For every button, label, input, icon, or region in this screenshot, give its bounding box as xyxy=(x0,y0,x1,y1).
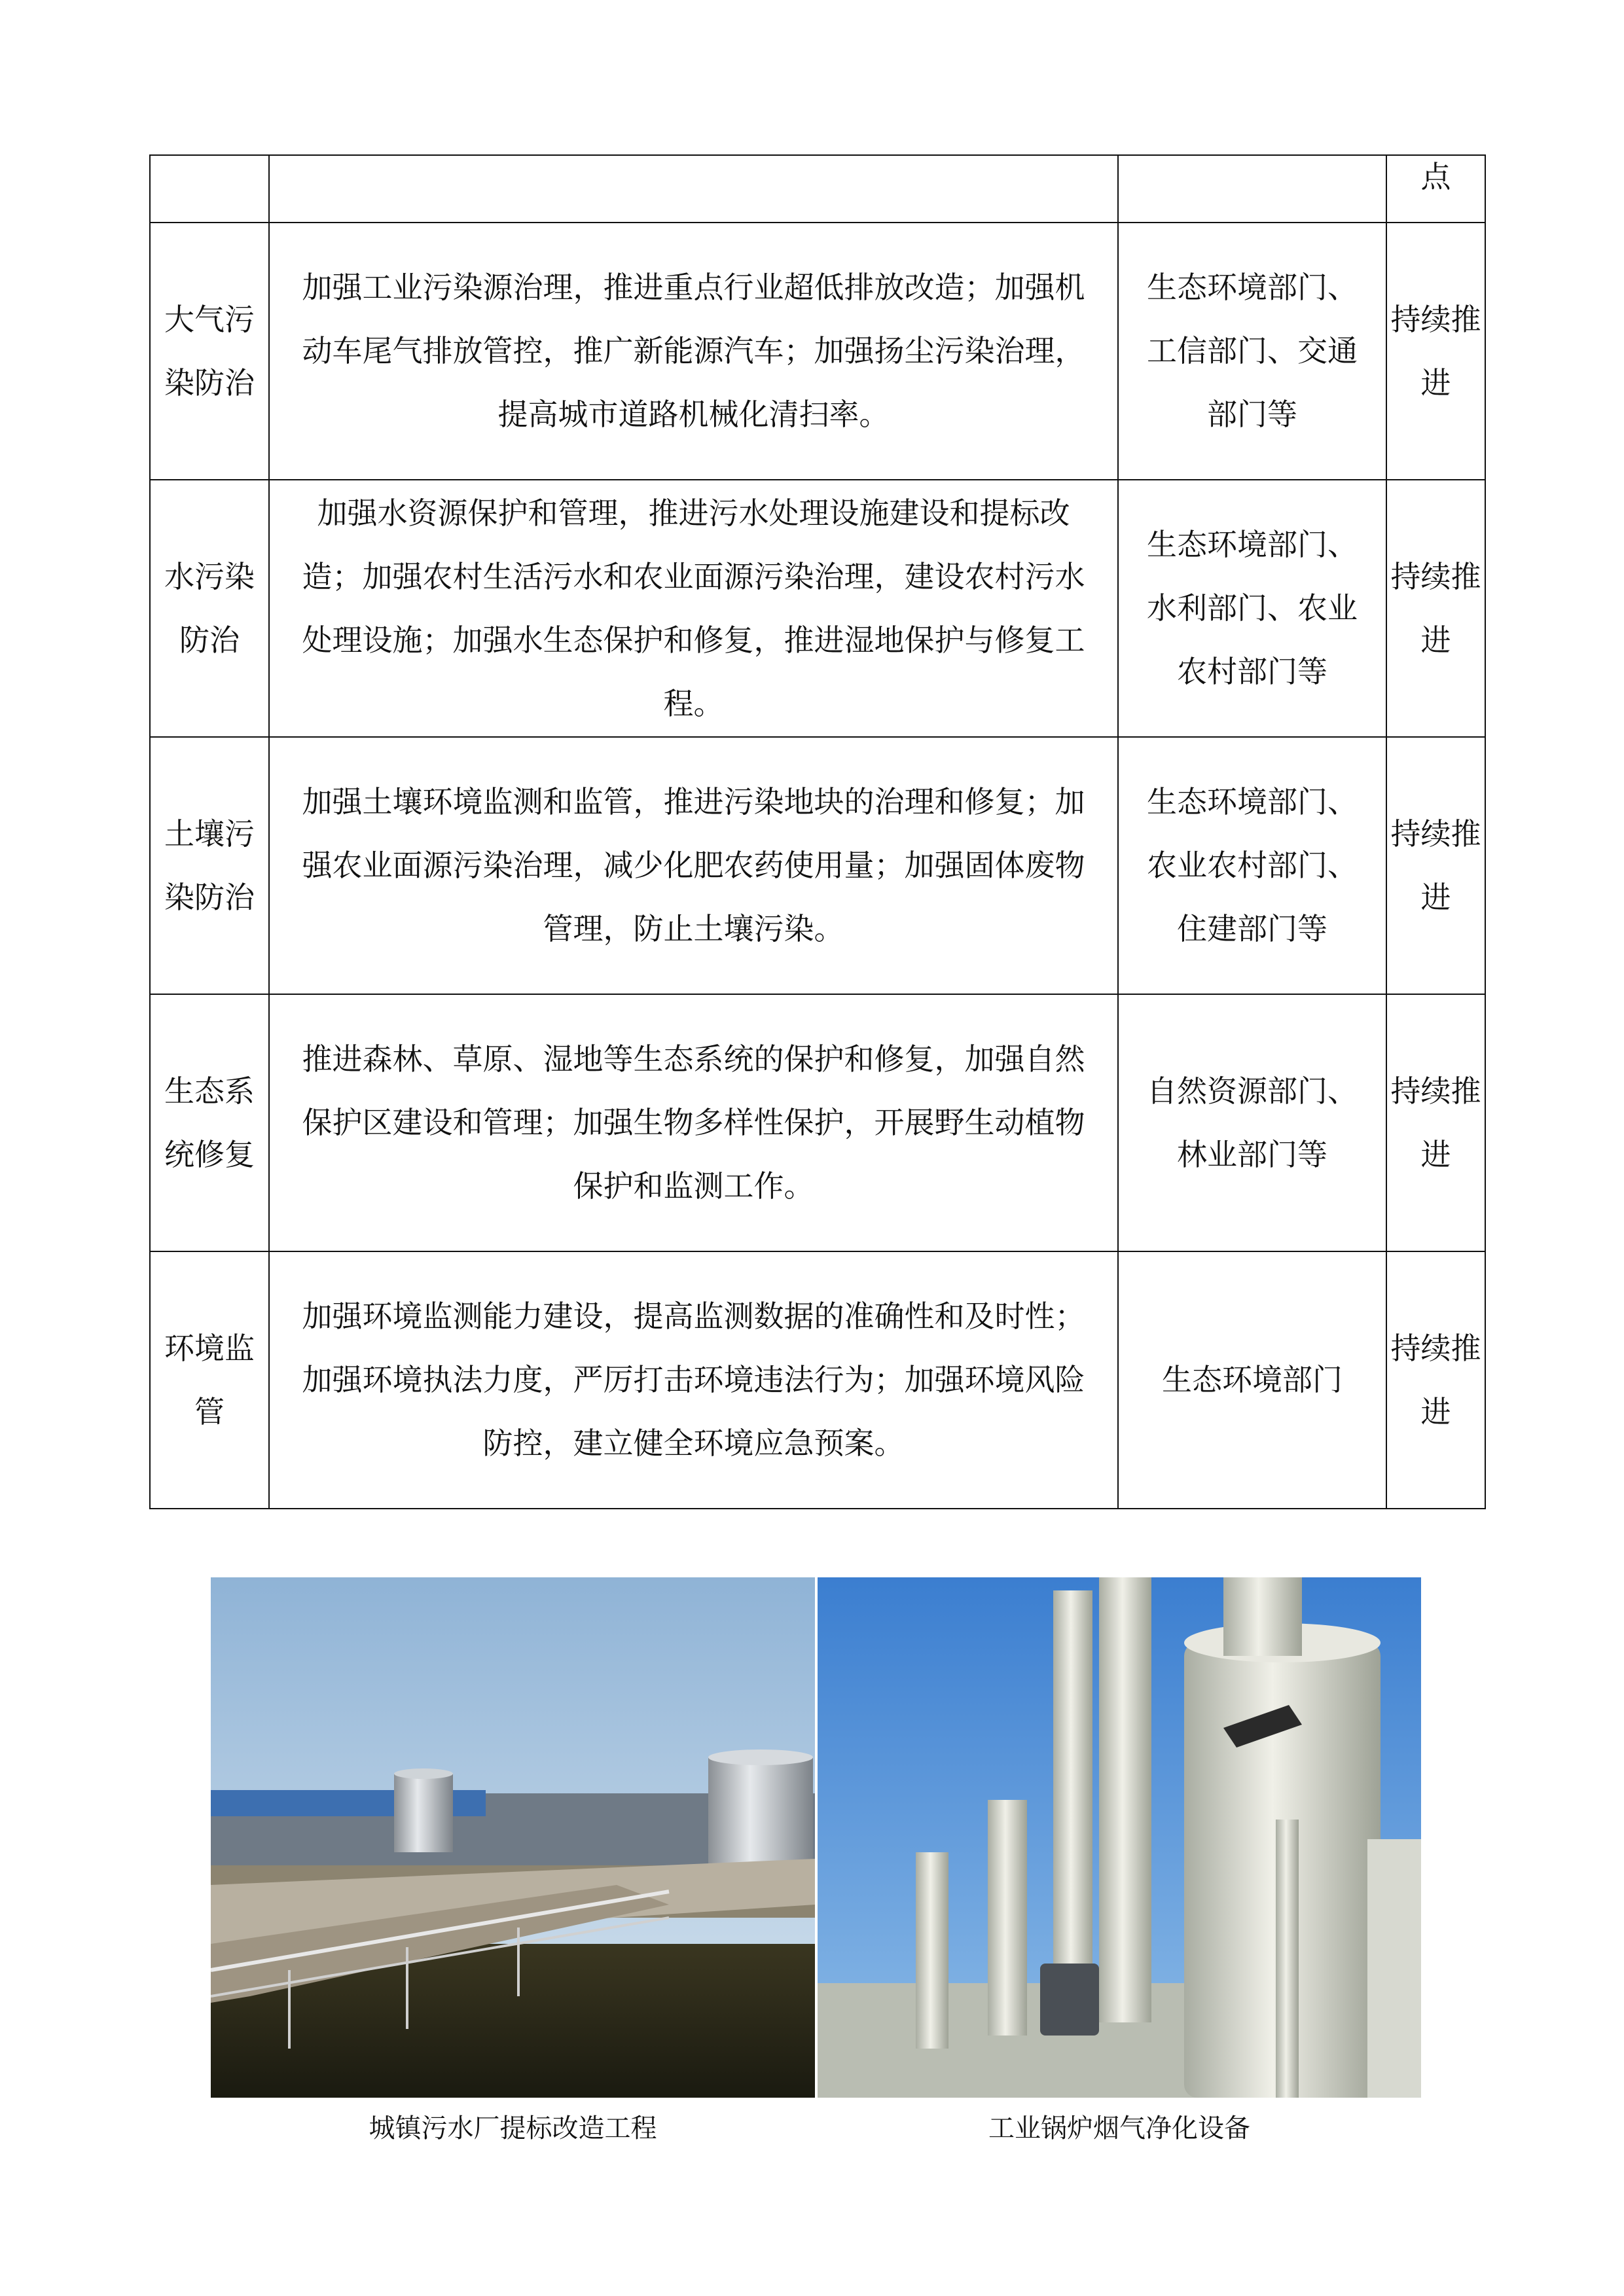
cell-department: 生态环境部门 xyxy=(1118,1251,1386,1509)
table-row xyxy=(150,480,1485,737)
cell-status: 持续推进 xyxy=(1386,994,1485,1251)
cell-department: 生态环境部门、水利部门、农业农村部门等 xyxy=(1118,480,1386,737)
cell-department: 生态环境部门、农业农村部门、住建部门等 xyxy=(1118,737,1386,994)
table-row xyxy=(150,737,1485,994)
cell-department: 生态环境部门、工信部门、交通部门等 xyxy=(1118,223,1386,480)
status-text: 点 xyxy=(1420,159,1451,194)
table-row xyxy=(150,994,1485,1251)
cell-status xyxy=(1386,155,1485,223)
table-row xyxy=(150,1251,1485,1509)
table-row xyxy=(150,223,1485,480)
cell-area: 水污染防治 xyxy=(150,480,269,737)
table-row-continued xyxy=(150,155,1485,223)
cell-measures: 加强环境监测能力建设，提高监测数据的准确性和及时性；加强环境执法力度，严厉打击环境违法行为；加强环境风险防控，建立健全环境应急预案。 xyxy=(269,1251,1118,1509)
cell-status: 持续推进 xyxy=(1386,480,1485,737)
wastewater-plant-photo xyxy=(211,1577,815,2098)
figure-caption-1: 城镇污水厂提标改造工程 xyxy=(369,2113,657,2144)
cell-area: 环境监管 xyxy=(150,1251,269,1509)
cell-measures: 加强土壤环境监测和监管，推进污染地块的治理和修复；加强农业面源污染治理，减少化肥农药使用量；加强固体废物管理，防止土壤污染。 xyxy=(269,737,1118,994)
cell-area: 生态系统修复 xyxy=(150,994,269,1251)
flue-gas-equipment-photo xyxy=(818,1577,1421,2098)
cell-area: 土壤污染防治 xyxy=(150,737,269,994)
cell-department xyxy=(1118,155,1386,223)
cell-measures: 加强工业污染源治理，推进重点行业超低排放改造；加强机动车尾气排放管控，推广新能源汽车；加强扬尘污染治理，提高城市道路机械化清扫率。 xyxy=(269,223,1118,480)
cell-status: 持续推进 xyxy=(1386,1251,1485,1509)
cell-measures: 推进森林、草原、湿地等生态系统的保护和修复，加强自然保护区建设和管理；加强生物多样性保护，开展野生动植物保护和监测工作。 xyxy=(269,994,1118,1251)
cell-status: 持续推进 xyxy=(1386,737,1485,994)
cell-area: 大气污染防治 xyxy=(150,223,269,480)
cell-department: 自然资源部门、林业部门等 xyxy=(1118,994,1386,1251)
measures-table xyxy=(149,154,1486,1509)
figure-caption-2: 工业锅炉烟气净化设备 xyxy=(988,2113,1250,2144)
cell-area xyxy=(150,155,269,223)
cell-status: 持续推进 xyxy=(1386,223,1485,480)
cell-measures: 加强水资源保护和管理，推进污水处理设施建设和提标改造；加强农村生活污水和农业面源污染治理，建设农村污水处理设施；加强水生态保护和修复，推进湿地保护与修复工程。 xyxy=(269,480,1118,737)
cell-measures xyxy=(269,155,1118,223)
